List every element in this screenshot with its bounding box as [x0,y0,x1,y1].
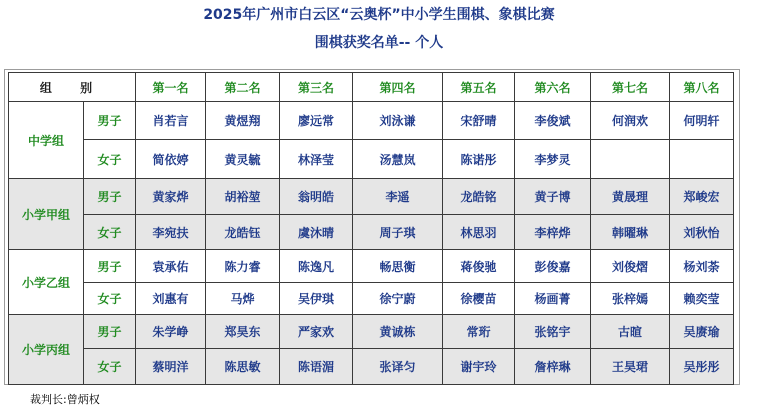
table-row [9,140,734,179]
winner-name-cell: 杨画菁 [515,283,591,315]
place-header-6: 第六名 [515,73,591,102]
place-header-3: 第三名 [280,73,353,102]
place-header-8: 第八名 [670,73,734,102]
winner-name-cell: 袁承佑 [136,250,206,283]
header-row [9,73,734,102]
winner-name-cell: 古暄 [591,315,670,349]
winner-name-cell: 陈思敏 [206,349,280,385]
group-name-cell: 小学甲组 [9,179,84,250]
winner-name-cell: 林泽莹 [280,140,353,179]
winner-name-cell: 何明轩 [670,102,734,140]
page-subtitle: 围棋获奖名单-- 个人 [314,35,444,51]
results-table [8,72,734,385]
winner-name-cell: 何润欢 [591,102,670,140]
winner-name-cell: 韩曜琳 [591,215,670,250]
winner-name-cell: 刘泳谦 [353,102,443,140]
group-name-cell: 中学组 [9,102,84,179]
table-row [9,283,734,315]
referee-note: 裁判长:曾炳权 [30,393,100,406]
table-row [9,215,734,250]
winner-name-cell: 蒋俊驰 [443,250,515,283]
winner-name-cell: 龙皓钰 [206,215,280,250]
table-row [9,250,734,283]
winner-name-cell: 刘俊熠 [591,250,670,283]
winner-name-cell: 黄子博 [515,179,591,215]
winner-name-cell: 彭俊嘉 [515,250,591,283]
table-row [9,102,734,140]
winner-name-cell: 刘惠有 [136,283,206,315]
winner-name-cell: 李俊斌 [515,102,591,140]
table-row [9,179,734,215]
winner-name-cell: 赖奕莹 [670,283,734,315]
place-header-7: 第七名 [591,73,670,102]
group-header-cell: 组 别 [9,73,136,102]
winner-name-cell: 畅思衡 [353,250,443,283]
winner-name-cell: 张译匀 [353,349,443,385]
winner-name-cell: 翁明皓 [280,179,353,215]
winner-name-cell: 刘秋怡 [670,215,734,250]
gender-cell: 女子 [84,283,136,315]
gender-cell: 女子 [84,140,136,179]
winner-name-cell: 张梓嫣 [591,283,670,315]
winner-name-cell: 宋舒晴 [443,102,515,140]
winner-name-cell: 龙皓铭 [443,179,515,215]
winner-name-cell: 周子琪 [353,215,443,250]
winner-name-cell: 李宛扶 [136,215,206,250]
gender-cell: 男子 [84,315,136,349]
winner-name-cell: 林思羽 [443,215,515,250]
place-header-5: 第五名 [443,73,515,102]
winner-name-cell: 黄家烨 [136,179,206,215]
winner-name-cell: 谢宇玲 [443,349,515,385]
winner-name-cell: 黄灵毓 [206,140,280,179]
group-name-cell: 小学乙组 [9,250,84,315]
winner-name-cell: 严家欢 [280,315,353,349]
winner-name-cell: 简依婷 [136,140,206,179]
winner-name-cell: 徐樱苗 [443,283,515,315]
winner-name-cell: 蔡明洋 [136,349,206,385]
winner-name-cell: 朱学峥 [136,315,206,349]
winner-name-cell: 吴彤彤 [670,349,734,385]
gender-cell: 女子 [84,349,136,385]
winner-name-cell: 常珩 [443,315,515,349]
winner-name-cell: 陈语湄 [280,349,353,385]
winner-name-cell: 李遥 [353,179,443,215]
gender-cell: 男子 [84,102,136,140]
winner-name-cell: 陈力睿 [206,250,280,283]
winner-name-cell [591,140,670,179]
winner-name-cell: 王昊珺 [591,349,670,385]
winner-name-cell: 陈逸凡 [280,250,353,283]
table-row [9,349,734,385]
winner-name-cell: 郑峻宏 [670,179,734,215]
winner-name-cell: 吴赓瑜 [670,315,734,349]
place-header-1: 第一名 [136,73,206,102]
winner-name-cell: 詹梓琳 [515,349,591,385]
winner-name-cell: 胡裕堃 [206,179,280,215]
winner-name-cell: 虞沐晴 [280,215,353,250]
winner-name-cell: 杨刘荼 [670,250,734,283]
winner-name-cell [670,140,734,179]
place-header-2: 第二名 [206,73,280,102]
winner-name-cell: 张铭宇 [515,315,591,349]
winner-name-cell: 黄诚栋 [353,315,443,349]
winner-name-cell: 肖若言 [136,102,206,140]
gender-cell: 男子 [84,250,136,283]
winner-name-cell: 郑昊东 [206,315,280,349]
winner-name-cell: 李梦灵 [515,140,591,179]
winner-name-cell: 黄煜翔 [206,102,280,140]
table-row [9,315,734,349]
winner-name-cell: 马烨 [206,283,280,315]
winner-name-cell: 汤慧岚 [353,140,443,179]
place-header-4: 第四名 [353,73,443,102]
page-title: 2025年广州市白云区“云奥杯”中小学生围棋、象棋比赛 [203,7,555,23]
winner-name-cell: 廖远常 [280,102,353,140]
winner-name-cell: 黄晟理 [591,179,670,215]
winner-name-cell: 徐宁蔚 [353,283,443,315]
winner-name-cell: 吴伊琪 [280,283,353,315]
gender-cell: 男子 [84,179,136,215]
winner-name-cell: 李梓烨 [515,215,591,250]
gender-cell: 女子 [84,215,136,250]
group-name-cell: 小学丙组 [9,315,84,385]
winner-name-cell: 陈诺彤 [443,140,515,179]
